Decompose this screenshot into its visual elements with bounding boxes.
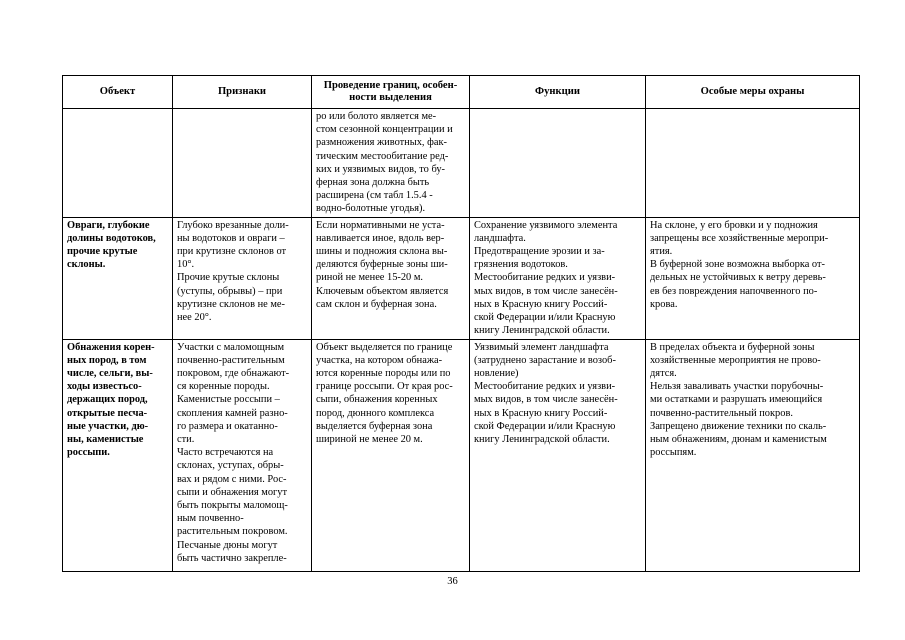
header-boundaries-line: ности выделения <box>349 92 432 103</box>
cell-text-line: дятся. <box>650 368 677 380</box>
cell-text-line: тическим местообитание ред- <box>316 150 449 162</box>
cell-text-line: деляются буферные зоны ши- <box>316 259 448 271</box>
cell-text-line: вах и рядом с ними. Рос- <box>177 473 287 485</box>
cell-text-line: хозяйственные мероприятия не прово- <box>650 354 821 366</box>
cell-text-line: крова. <box>650 298 678 310</box>
cell-text-line: ландшафта. <box>474 232 526 244</box>
cell-text-line: ных пород, в том <box>67 354 147 366</box>
cell-text-line: новление) <box>474 368 519 380</box>
cell-text-line: прочие крутые <box>67 246 138 258</box>
cell-text-line: водно-болотные угодья). <box>316 203 426 215</box>
cell-text-line: почвенно-растительным <box>177 354 285 366</box>
cell-protection <box>646 109 860 218</box>
cell-text-line: Ключевым объектом является <box>316 285 449 297</box>
cell-text-line: ферная зона должна быть <box>316 177 430 189</box>
cell-text-line: Прочие крутые склоны <box>177 272 280 284</box>
cell-text-line: быть частично закрепле- <box>177 552 287 564</box>
cell-text-line: ятия. <box>650 246 673 258</box>
cell-text-line: Местообитание редких и уязви- <box>474 272 616 284</box>
cell-text-line: ми остатками и разрушать имеющийся <box>650 394 823 406</box>
cell-text-line: сти. <box>177 434 195 446</box>
cell-text-line: ных в Красную книгу Россий- <box>474 298 608 310</box>
cell-text-line: ской Федерации и/или Красную <box>474 312 616 324</box>
cell-text-line: границе россыпи. От края рос- <box>316 381 453 393</box>
cell-functions <box>470 217 646 339</box>
cell-text-line: книгу Ленинградской области. <box>474 434 610 446</box>
cell-text-line: участка, на котором обнажа- <box>316 354 443 366</box>
cell-text-line: В пределах объекта и буферной зоны <box>650 341 815 353</box>
cell-boundaries <box>312 109 470 218</box>
protection-table <box>62 75 860 572</box>
cell-text-line: ным обнажениям, дюнам и каменистым <box>650 434 827 446</box>
cell-object <box>63 339 173 571</box>
cell-text-line: В буферной зоне возможна выборка от- <box>650 259 825 271</box>
cell-text-line: запрещены все хозяйственные меропри- <box>650 232 829 244</box>
cell-text-line: Участки с маломощным <box>177 341 285 353</box>
cell-text-line: склоны. <box>67 259 106 271</box>
cell-text-line: открытые песча- <box>67 407 148 419</box>
cell-text-line: го размера и окатанно- <box>177 420 278 432</box>
cell-text-line: ные участки, дю- <box>67 420 149 432</box>
cell-text-line: ро или болото является ме- <box>316 111 437 122</box>
cell-text-line: ным почвенно- <box>177 513 244 525</box>
cell-text-line: Если нормативными не уста- <box>316 219 445 231</box>
cell-text-line: расширена (см табл 1.5.4 - <box>316 190 433 202</box>
header-signs: Признаки <box>173 76 312 109</box>
cell-text-line: Предотвращение эрозии и за- <box>474 246 605 258</box>
header-protection: Особые меры охраны <box>646 76 860 109</box>
cell-text-line: покровом, где обнажают- <box>177 368 290 380</box>
cell-protection <box>646 217 860 339</box>
cell-text-line: размножения животных, фак- <box>316 137 447 149</box>
cell-text-line: держащих пород, <box>67 394 148 406</box>
cell-text-line: шины и подножия склона вы- <box>316 246 448 258</box>
cell-text-line: Запрещено движение техники по скаль- <box>650 420 827 432</box>
cell-text-line: сыпи, обнажения коренных <box>316 394 438 406</box>
cell-text-line: россыпям. <box>650 447 697 459</box>
cell-text-line: Глубоко врезанные доли- <box>177 219 289 231</box>
cell-text-line: числе, сельги, вы- <box>67 368 153 380</box>
cell-text-line: книгу Ленинградской области. <box>474 325 610 337</box>
cell-functions <box>470 109 646 218</box>
cell-text-line: Обнажения корен- <box>67 341 155 353</box>
header-object: Объект <box>63 76 173 109</box>
cell-text-line: сыпи и обнажения могут <box>177 486 288 498</box>
cell-text-line: Овраги, глубокие <box>67 219 150 231</box>
cell-text-line: ются коренные породы или по <box>316 368 451 380</box>
cell-text-line: риной не менее 15-20 м. <box>316 272 424 284</box>
cell-text-line: склонах, уступах, обры- <box>177 460 284 472</box>
cell-text-line: Песчаные дюны могут <box>177 539 278 551</box>
cell-text-line: Сохранение уязвимого элемента <box>474 219 618 231</box>
cell-text-line: Местообитание редких и уязви- <box>474 381 616 393</box>
cell-text-line: Нельзя заваливать участки порубочны- <box>650 381 824 393</box>
cell-text-line: Каменистые россыпи – <box>177 394 280 406</box>
cell-text-line: шириной не менее 20 м. <box>316 434 423 446</box>
table-row <box>63 217 860 339</box>
cell-text-line: (затруднено зарастание и возоб- <box>474 354 616 366</box>
cell-signs <box>173 109 312 218</box>
cell-text-line: ны, каменистые <box>67 434 144 446</box>
cell-text-line: ся коренные породы. <box>177 381 270 393</box>
table-header-row <box>63 76 860 109</box>
cell-text-line: грязнения водотоков. <box>474 259 568 271</box>
cell-text-line: россыпи. <box>67 447 110 459</box>
cell-text-line: стом сезонной концентрации и <box>316 124 453 136</box>
cell-text-line: растительным покровом. <box>177 526 288 538</box>
cell-text-line: На склоне, у его бровки и у подножия <box>650 219 818 231</box>
cell-text-line: Уязвимый элемент ландшафта <box>474 341 609 353</box>
cell-text-line: быть покрыты маломощ- <box>177 500 288 512</box>
cell-object <box>63 217 173 339</box>
cell-text-line: ходы известьсо- <box>67 381 142 393</box>
cell-text-line: выделяется буферная зона <box>316 420 433 432</box>
cell-text-line: при крутизне склонов от <box>177 246 287 258</box>
cell-text-line: дельных не устойчивых к ветру деревь- <box>650 272 826 284</box>
cell-text-line: Часто встречаются на <box>177 447 274 459</box>
cell-text-line: крутизне склонов не ме- <box>177 298 285 310</box>
cell-text-line: ких и уязвимых видов, то бу- <box>316 163 445 175</box>
cell-signs <box>173 339 312 571</box>
cell-text-line: скопления камней разно- <box>177 407 288 419</box>
header-functions: Функции <box>470 76 646 109</box>
cell-text-line: ных в Красную книгу Россий- <box>474 407 608 419</box>
cell-text-line: (уступы, обрывы) – при <box>177 285 283 297</box>
cell-text-line: пород, дюнного комплекса <box>316 407 435 419</box>
cell-signs <box>173 217 312 339</box>
cell-text-line: мых видов, в том числе занесён- <box>474 285 618 297</box>
cell-text-line: нее 20°. <box>177 312 212 324</box>
header-boundaries <box>312 76 470 109</box>
header-boundaries-line: Проведение границ, особен- <box>323 79 458 91</box>
cell-functions <box>470 339 646 571</box>
cell-text-line: 10°. <box>177 259 195 271</box>
cell-text-line: ев без повреждения напочвенного по- <box>650 285 818 297</box>
cell-text-line: почвенно-растительный покров. <box>650 407 793 419</box>
table-row <box>63 339 860 571</box>
cell-boundaries <box>312 217 470 339</box>
cell-text-line: долины водотоков, <box>67 232 156 244</box>
cell-text-line: ской Федерации и/или Красную <box>474 420 616 432</box>
cell-text-line: сам склон и буферная зона. <box>316 298 437 310</box>
cell-object <box>63 109 173 218</box>
cell-text-line: навливается иное, вдоль вер- <box>316 232 445 244</box>
cell-text-line: ны водотоков и овраги – <box>177 232 285 244</box>
cell-text-line: Объект выделяется по границе <box>316 341 453 353</box>
cell-protection <box>646 339 860 571</box>
table-row <box>63 109 860 218</box>
page-number: 36 <box>447 576 458 587</box>
cell-text-line: мых видов, в том числе занесён- <box>474 394 618 406</box>
cell-boundaries <box>312 339 470 571</box>
